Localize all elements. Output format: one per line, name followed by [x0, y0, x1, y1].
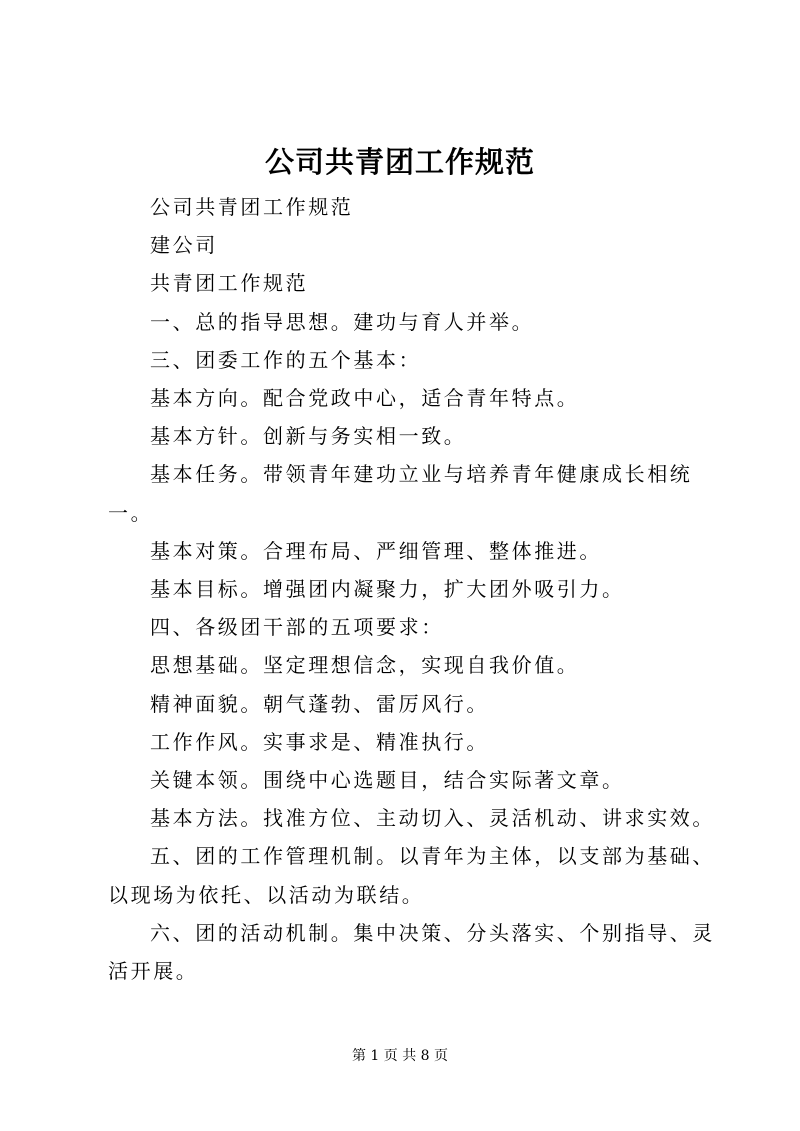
page-footer: 第 1 页 共 8 页 — [351, 1048, 449, 1064]
paragraph: 六、团的活动机制。集中决策、分头落实、个别指导、灵活开展。 — [108, 920, 715, 984]
paragraph: 公司共青团工作规范 — [150, 195, 354, 219]
paragraph: 工作作风。实事求是、精准执行。 — [150, 729, 489, 754]
paragraph: 基本方法。找准方位、主动切入、灵活机动、讲求实效。 — [150, 806, 715, 831]
paragraph: 基本对策。合理布局、严细管理、整体推进。 — [150, 538, 602, 563]
paragraph: 基本目标。增强团内凝聚力，扩大团外吸引力。 — [150, 577, 625, 602]
paragraph: 共青团工作规范 — [150, 271, 309, 296]
paragraph: 三、团委工作的五个基本： — [150, 347, 422, 372]
paragraph: 五、团的工作管理机制。以青年为主体，以支部为基础、以现场为依托、以活动为联结。 — [108, 844, 715, 907]
paragraph: 基本方向。配合党政中心，适合青年特点。 — [150, 386, 580, 411]
document-title: 公司共青团工作规范 — [264, 145, 535, 179]
paragraph: 建公司 — [150, 233, 218, 258]
paragraph: 基本方针。创新与务实相一致。 — [150, 424, 467, 449]
document-body — [108, 188, 720, 990]
paragraph: 关键本领。围绕中心选题目，结合实际著文章。 — [150, 768, 625, 793]
paragraph: 思想基础。坚定理想信念，实现自我价值。 — [150, 653, 580, 678]
paragraph: 基本任务。带领青年建功立业与培养青年健康成长相统一。 — [108, 462, 693, 525]
paragraph: 四、各级团干部的五项要求： — [150, 615, 444, 640]
paragraph: 一、总的指导思想。建功与育人并举。 — [150, 309, 535, 334]
paragraph: 精神面貌。朝气蓬勃、雷厉风行。 — [150, 691, 489, 716]
